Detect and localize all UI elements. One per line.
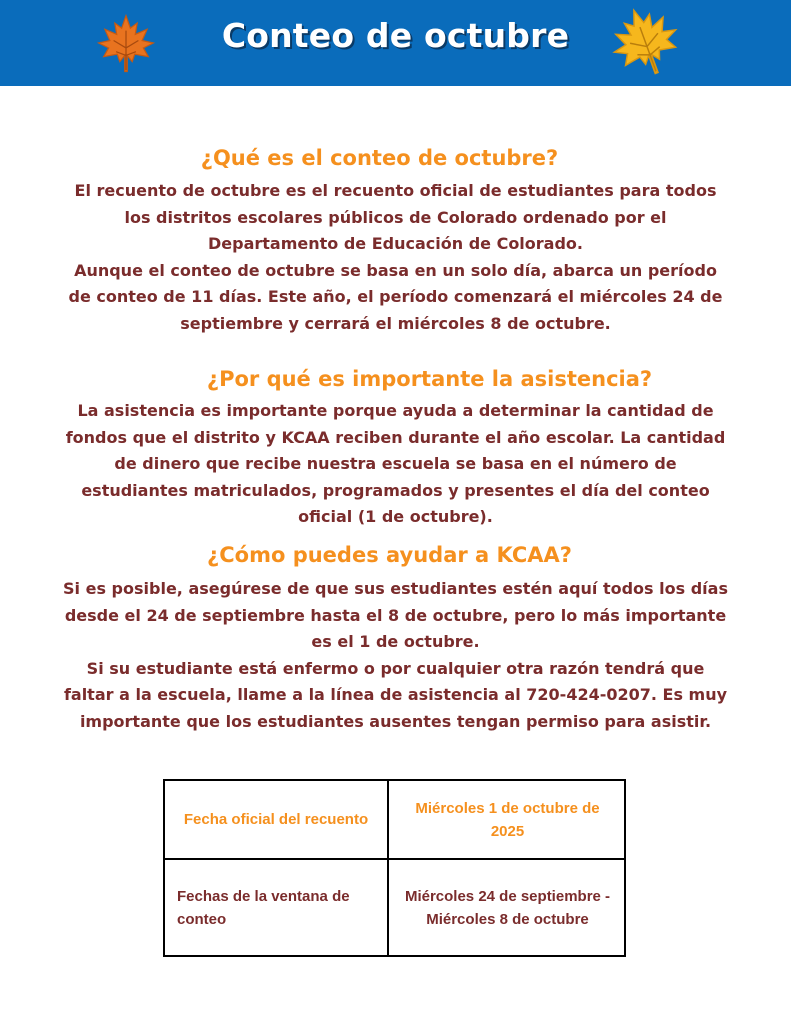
paragraph-line: de conteo de 11 días. Este año, el período comenzará el miércoles 24 de [68, 287, 723, 306]
paragraph-line: estudiantes matriculados, programados y presentes el día del conteo [81, 480, 710, 500]
paragraph-line: Si es posible, asegúrese de que sus estudiantes estén aquí todos los días [63, 579, 728, 598]
paragraph-line: faltar a la escuela, llame a la línea de asistencia al 720-424-0207. Es muy [63, 685, 728, 704]
paragraph-line: fondos que el distrito y KCAA reciben durante el año escolar. La cantidad [65, 427, 726, 447]
header-banner [0, 0, 791, 86]
dates-table [163, 779, 626, 957]
section-how-to-help-body [40, 576, 751, 735]
table-cell-value: Miércoles 1 de octubre de 2025 [415, 799, 600, 840]
paragraph-line: septiembre y cerrará el miércoles 8 de octubre. [180, 313, 611, 333]
paragraph-line: importante que los estudiantes ausentes tengan permiso para asistir. [79, 711, 712, 731]
section-heading: ¿Qué es el conteo de octubre? [200, 146, 559, 170]
page-title: Conteo de octubre [221, 16, 570, 55]
section-what-is-body [40, 178, 751, 337]
section-what-is [40, 146, 751, 170]
paragraph-line: es el 1 de octubre. [311, 632, 480, 651]
section-why-attendance-body [40, 398, 751, 531]
section-how-to-help [40, 543, 751, 567]
paragraph-line: La asistencia es importante porque ayuda a determinar la cantidad de [77, 401, 714, 420]
paragraph-line: oficial (1 de octubre). [298, 507, 493, 526]
paragraph-line: Aunque el conteo de octubre se basa en un solo día, abarca un período [74, 260, 717, 280]
table-cell-value: Miércoles 24 de septiembre - Miércoles 8 de octubre [404, 887, 611, 928]
paragraph-line: Departamento de Educación de Colorado. [208, 234, 583, 253]
section-heading: ¿Por qué es importante la asistencia? [206, 367, 653, 391]
table-cell-label: Fecha oficial del recuento [165, 781, 389, 858]
paragraph-line: desde el 24 de septiembre hasta el 8 de octubre, pero lo más importante [64, 605, 727, 625]
section-heading: ¿Cómo puedes ayudar a KCAA? [207, 543, 572, 567]
table-row [165, 781, 624, 860]
paragraph-line: Si su estudiante está enfermo o por cualquier otra razón tendrá que [86, 658, 705, 678]
paragraph-line: los distritos escolares públicos de Colorado ordenado por el [124, 207, 667, 227]
table-row [165, 860, 624, 955]
table-cell-label: Fechas de la ventana de conteo [165, 860, 389, 955]
maple-leaf-icon [608, 4, 682, 78]
paragraph-line: de dinero que recibe nuestra escuela se basa en el número de [114, 454, 677, 473]
section-why-attendance [40, 367, 751, 391]
paragraph-line: El recuento de octubre es el recuento oficial de estudiantes para todos [74, 181, 717, 200]
